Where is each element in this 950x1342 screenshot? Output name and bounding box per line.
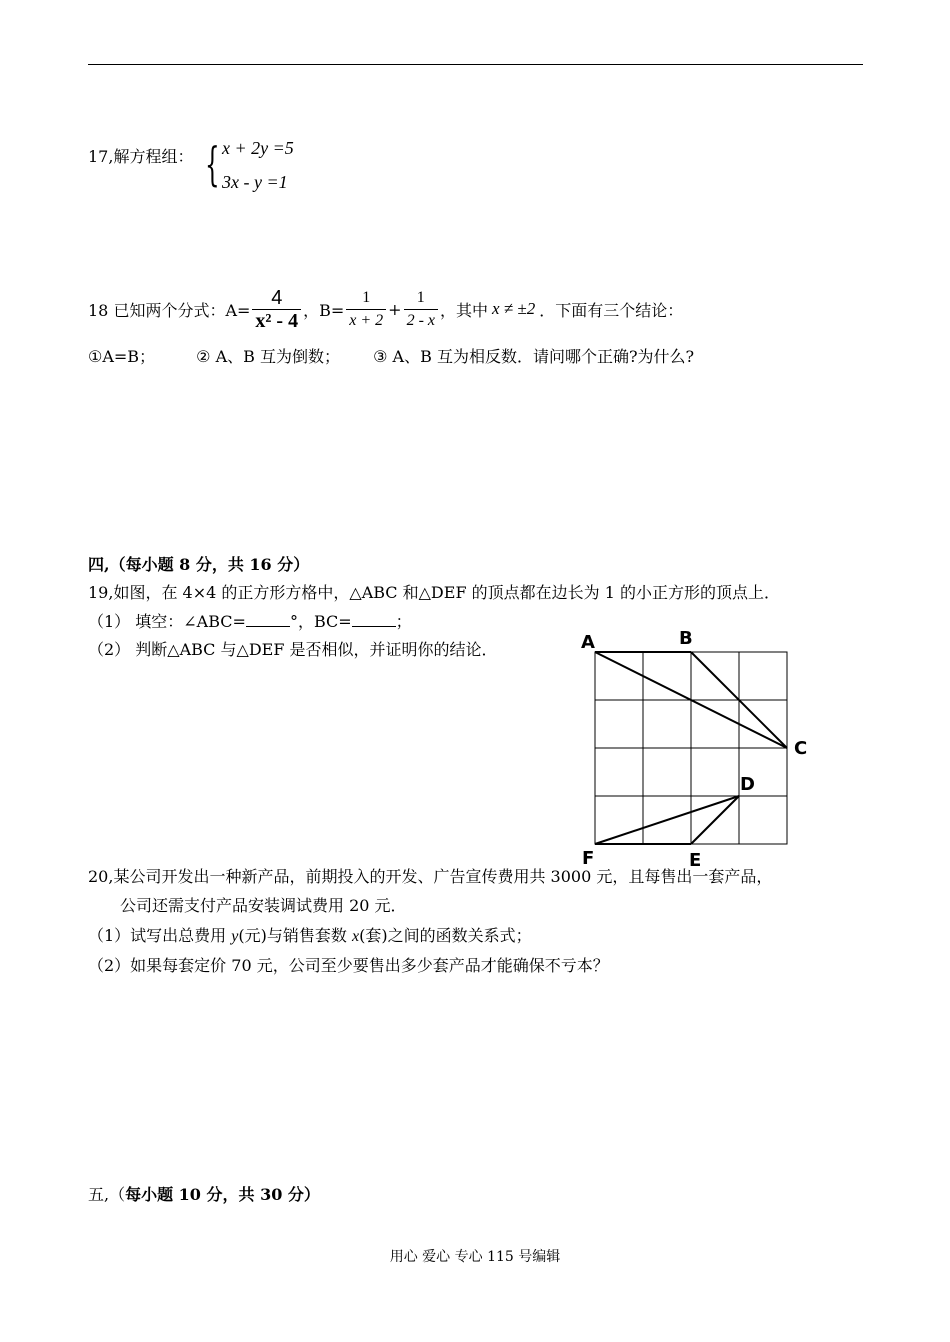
q18-condition-suffix: ．下面有三个结论： [539, 300, 684, 320]
q19-stem: 19,如图，在 4×4 的正方形方格中，△ABC 和△DEF 的顶点都在边长为 1 的小正方形的顶点上． [88, 583, 780, 602]
section-5-prefix: 五,（ [88, 1185, 126, 1204]
q17-equation-2: 3x - y =1 [222, 172, 288, 192]
q19-part-1-mid: °，BC= [289, 612, 352, 631]
q18-fraction-B2 [404, 287, 438, 332]
q20-line-2: 公司还需支付产品安装调试费用 20 元． [120, 896, 407, 915]
q20-part-1 [88, 923, 532, 946]
q19-part-1 [88, 609, 412, 632]
q18-conclusion-1: ①A=B； [88, 347, 156, 366]
q17-equation-1: x + 2y =5 [222, 138, 294, 158]
q18-conclusion-2: ② A、B 互为倒数； [196, 347, 341, 366]
section-4-title: 四,（每小题 8 分，共 16 分） [88, 555, 310, 574]
section-5-text: 每小题 10 分，共 30 分） [125, 1185, 320, 1204]
q20-var-y: y [231, 928, 239, 945]
q18-B1-denominator: x + 2 [349, 311, 384, 329]
q20-part-1-a: （1）试写出总费用 [88, 926, 232, 945]
q19-part-2: （2） 判断△ABC 与△DEF 是否相似，并证明你的结论． [88, 640, 498, 659]
section-5-title [88, 1182, 320, 1205]
label-D: D [740, 774, 755, 795]
q18-fraction-B1 [346, 287, 386, 332]
q20-part-2: （2）如果每套定价 70 元，公司至少要售出多少套产品才能确保不亏本？ [88, 956, 609, 975]
q20-var-x: x [351, 928, 360, 945]
q18-line-1 [88, 284, 683, 334]
q18-prefix: 18 已知两个分式：A= [88, 300, 251, 320]
q17-prefix: 17,解方程组： [88, 147, 194, 166]
q18-conclusions [88, 344, 694, 367]
q19-bc-blank[interactable] [352, 612, 396, 627]
label-C: C [794, 738, 808, 759]
header-rule [88, 64, 863, 65]
q19-grid-figure [576, 624, 816, 874]
q18-fraction-A [252, 287, 301, 332]
label-A: A [581, 632, 595, 653]
q19-part-1-suffix: ； [395, 612, 412, 631]
footer-text: 用心 爱心 专心 115 号编辑 [389, 1249, 561, 1265]
q18-B2-denominator: 2 - x [406, 311, 435, 329]
label-B: B [679, 628, 693, 649]
q19-angle-blank[interactable] [246, 612, 290, 627]
q20-part-1-c: (套)之间的函数关系式； [359, 926, 532, 945]
q18-condition-prefix: ，其中 [440, 300, 489, 320]
q19-part-1-prefix: （1） 填空：∠ABC= [88, 612, 246, 631]
segment-FD [595, 796, 739, 844]
q18-B2-numerator: 1 [404, 287, 438, 310]
q18-plus: + [388, 299, 402, 319]
q18-conclusion-3: ③ A、B 互为相反数．请问哪个正确?为什么? [373, 347, 695, 366]
q18-B-label: ，B= [303, 300, 345, 320]
label-F: F [582, 848, 595, 869]
q18-A-denominator: x² - 4 [255, 309, 299, 332]
grid-lines [595, 652, 787, 844]
q20-part-1-b: (元)与销售套数 [238, 926, 352, 945]
q17-brace: { [205, 137, 220, 191]
q20-line-1: 20,某公司开发出一种新产品，前期投入的开发、广告宣传费用共 3000 元，且每售出一套产品， [88, 867, 773, 886]
label-E: E [689, 850, 702, 871]
q18-B1-numerator: 1 [346, 287, 386, 310]
q18-condition: x ≠ ±2 [492, 299, 536, 318]
q18-A-numerator: 4 [252, 287, 301, 310]
